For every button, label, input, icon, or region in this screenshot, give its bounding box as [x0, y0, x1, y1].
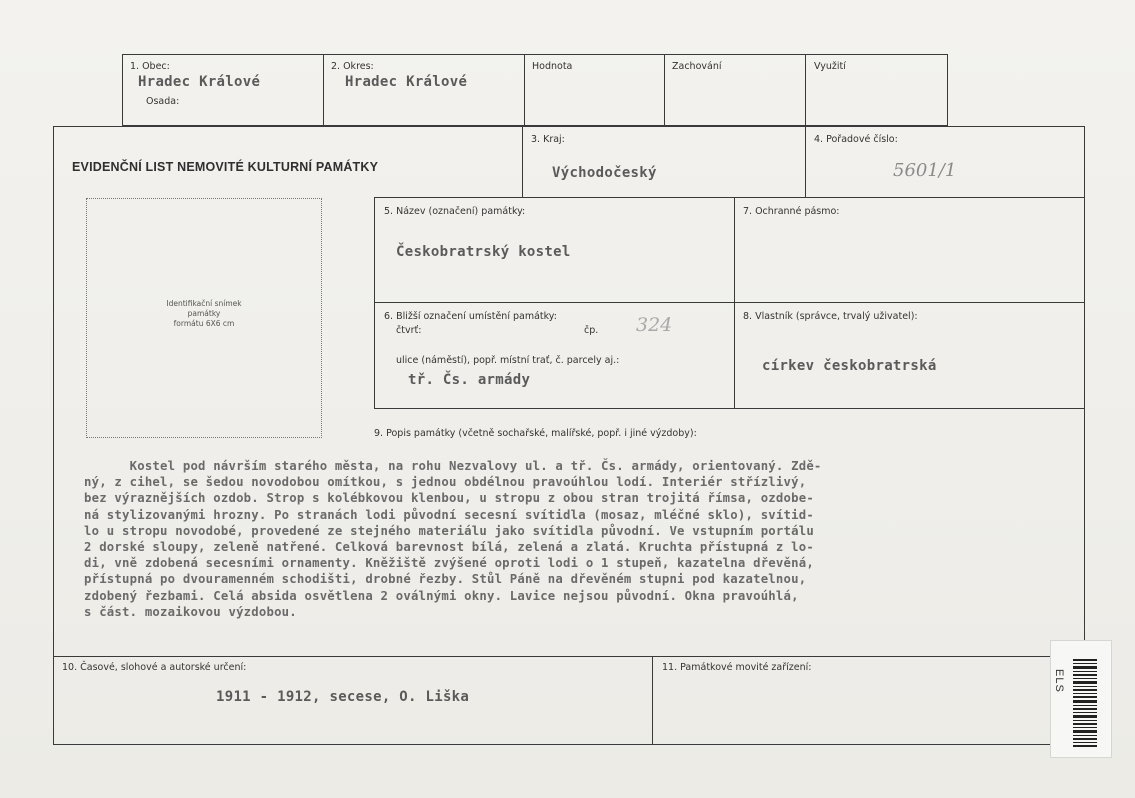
- popis-line: di, vně zdobená secesními ornamenty. Kněžiště zvýšené oproti lodi o 1 stupeň, kazatelna dřevěná,: [84, 556, 814, 571]
- vyuziti-label: Využití: [814, 61, 846, 72]
- title-divider: [805, 126, 806, 198]
- popis-line: ný, z cihel, se šedou novodobou omítkou, s jednou obdélnou pravoúhlou lodí. Interiér střízlivý,: [84, 475, 807, 490]
- popis-line: lo u stropu novodobé, provedené ze stejného materiálu jako svítidla původní. Ve vstupním portálu: [84, 523, 814, 538]
- okres-label: 2. Okres:: [331, 61, 374, 72]
- poradove-label: 4. Pořadové číslo:: [814, 134, 898, 145]
- bottom-row-top: [53, 656, 1085, 657]
- nazev-value: Českobratrský kostel: [396, 244, 571, 260]
- photo-caption: [87, 299, 321, 329]
- pasmo-label: 7. Ochranné pásmo:: [743, 206, 840, 217]
- nazev-label: 5. Název (označení) památky:: [384, 206, 526, 217]
- cp-value: 324: [636, 314, 673, 336]
- popis-text: [84, 458, 1044, 620]
- header-divider: [664, 54, 665, 126]
- zarizeni-label: 11. Památkové movité zařízení:: [662, 662, 812, 673]
- kraj-label: 3. Kraj:: [531, 134, 565, 145]
- photo-placeholder: [86, 198, 322, 438]
- popis-line: 2 dorské sloupy, zeleně natřené. Celková barevnost bílá, zelená a zlatá. Kruchta přístupná z lo-: [84, 540, 814, 555]
- photo-caption-line: formátu 6X6 cm: [173, 319, 235, 328]
- grid-left: [374, 197, 375, 409]
- popis-line: ná stylizovanými hrozny. Po stranách lodi původní secesní svítidla (mosaz, mléčné sklo), svítid-: [84, 507, 814, 522]
- ulice-label: ulice (náměstí), popř. místní trať, č. parcely aj.:: [396, 355, 620, 366]
- hodnota-label: Hodnota: [532, 61, 573, 72]
- bottom-row-divider: [652, 656, 653, 745]
- title-divider: [522, 126, 523, 198]
- header-divider: [805, 54, 806, 126]
- urceni-value: 1911 - 1912, secese, O. Liška: [216, 689, 470, 705]
- photo-caption-line: památky: [187, 309, 221, 318]
- popis-line: s část. mozaikovou výzdobou.: [84, 604, 297, 619]
- barcode-icon: [1065, 655, 1099, 751]
- vlastnik-label: 8. Vlastník (správce, trvalý uživatel):: [743, 311, 918, 322]
- zachovani-label: Zachování: [672, 61, 722, 72]
- umisteni-label: 6. Bližší označení umístění památky:: [384, 311, 557, 322]
- obec-label: 1. Obec:: [130, 61, 170, 72]
- ulice-value: tř. Čs. armády: [408, 372, 531, 388]
- grid-row-divider: [374, 302, 1085, 303]
- poradove-value: 5601/1: [893, 160, 957, 181]
- popis-line: zdobený řezbami. Celá absida osvětlena 2 oválnými okny. Lavice nejsou původní. Okna pravoúhlá,: [84, 588, 799, 603]
- kraj-value: Východočeský: [552, 165, 657, 181]
- form-title: EVIDENČNÍ LIST NEMOVITÉ KULTURNÍ PAMÁTKY: [72, 160, 379, 174]
- title-bottom: [374, 197, 1085, 198]
- obec-value: Hradec Králové: [138, 74, 261, 90]
- barcode-sticker: [1050, 640, 1112, 758]
- popis-line: Kostel pod návrším starého města, na rohu Nezvalovy ul. a tř. Čs. armády, orientovaný. Zdě-: [84, 459, 822, 473]
- photo-caption-line: Identifikační snímek: [166, 299, 242, 308]
- header-divider: [524, 54, 525, 126]
- barcode-text: ELS: [1053, 669, 1065, 693]
- popis-label: 9. Popis památky (včetně sochařské, malířské, popř. i jiné výzdoby):: [374, 428, 697, 439]
- grid-middle: [734, 197, 735, 409]
- popis-line: bez výraznějších ozdob. Strop s kolébkovou klenbou, u stropu z obou stran trojitá římsa, ozdobe-: [84, 491, 814, 506]
- urceni-label: 10. Časové, slohové a autorské určení:: [62, 662, 247, 673]
- grid-bottom: [374, 408, 1085, 409]
- cp-label: čp.: [584, 325, 599, 336]
- header-divider: [323, 54, 324, 126]
- ctvrt-label: čtvrť:: [396, 325, 422, 336]
- osada-label: Osada:: [146, 96, 180, 107]
- vlastnik-value: církev českobratrská: [762, 358, 937, 374]
- okres-value: Hradec Králové: [345, 74, 468, 90]
- popis-line: přístupná po dvouramenném schodišti, drobné řezby. Stůl Páně na dřevěném stupni pod kazatelnou,: [84, 572, 807, 587]
